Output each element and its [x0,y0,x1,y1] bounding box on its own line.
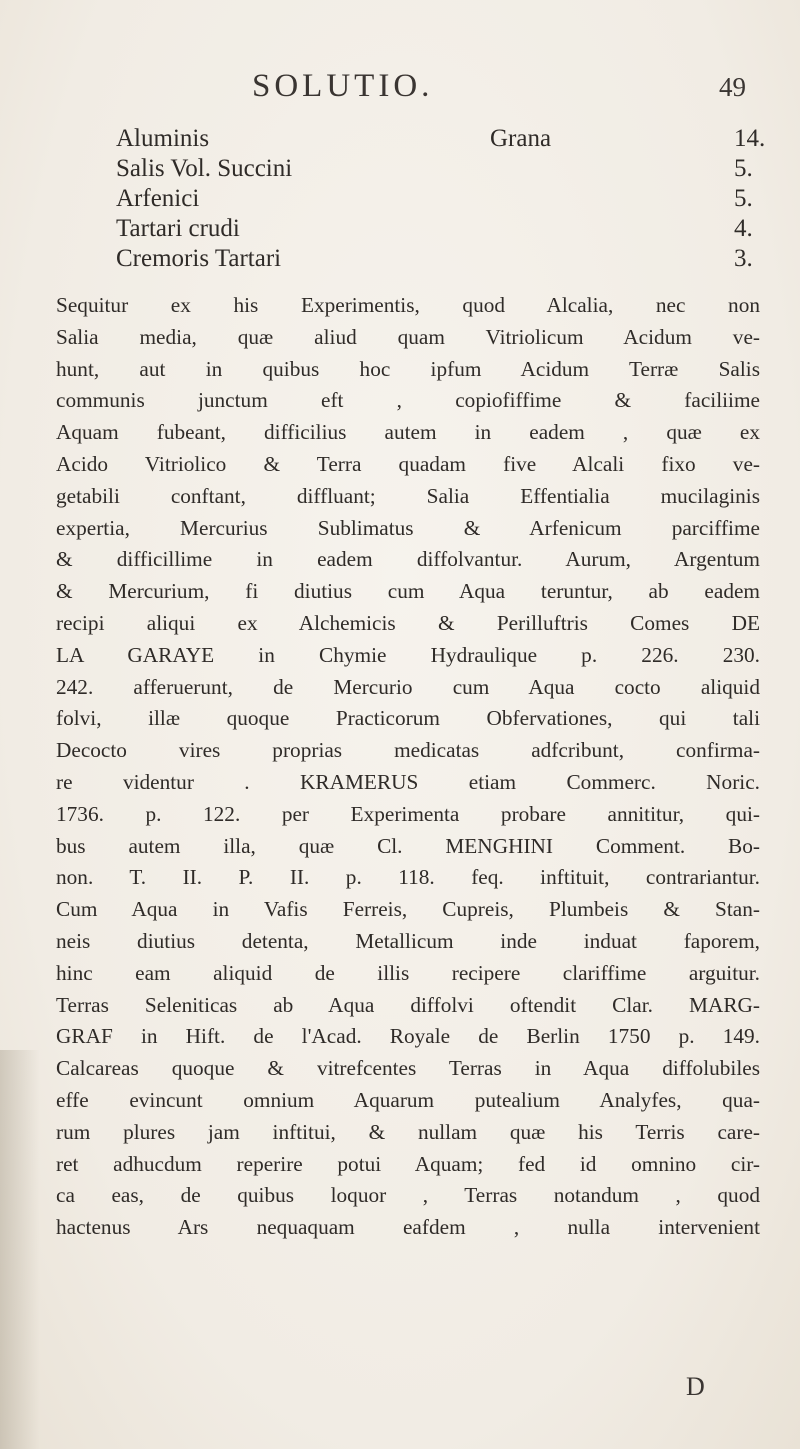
ingredient-name: Arfenici [116,185,200,212]
text-line: Aquam fubeant, difficilius autem in eadem , quæ ex [56,420,760,445]
text-line: Sequitur ex his Experimentis, quod Alcalia, nec non [56,293,760,317]
text-line: recipi aliqui ex Alchemicis & Perilluftris Comes DE [56,610,760,635]
text-line: 1736. p. 122. per Experimenta probare annititur, qui- [56,801,760,826]
text-line: hunt, aut in quibus hoc ipfum Acidum Terræ Salis [56,356,760,381]
running-head-title: SOLUTIO. [252,68,434,104]
text-line: Acido Vitriolico & Terra quadam five Alcali fixo ve- [56,451,760,476]
recipe-row [116,124,766,154]
text-line: Salia media, quæ aliud quam Vitriolicum Acidum ve- [56,324,760,349]
page-number: 49 [719,72,746,102]
quantity-unit: Grana [490,125,552,152]
page-edge-shadow [0,1050,40,1449]
text-line: neis diutius detenta, Metallicum inde induat faporem, [56,928,760,953]
text-line: rum plures jam inftitui, & nullam quæ his Terris care- [56,1119,760,1144]
quantity-value: 5. [734,185,753,212]
text-line: ret adhucdum reperire potui Aquam; fed id omnino cir- [56,1151,760,1176]
text-line: Calcareas quoque & vitrefcentes Terras in Aqua diffolubiles [56,1056,760,1081]
recipe-row [116,244,756,274]
text-line: & difficillime in eadem diffolvantur. Aurum, Argentum [56,547,760,572]
text-line: LA GARAYE in Chymie Hydraulique p. 226. 230. [56,642,760,667]
text-line: expertia, Mercurius Sublimatus & Arfenicum parciffime [56,515,760,540]
running-head [0,68,800,108]
text-line: hinc eam aliquid de illis recipere clariffime arguitur. [56,960,760,985]
text-line: ca eas, de quibus loquor , Terras notandum , quod [56,1183,760,1208]
text-line: Cum Aqua in Vafis Ferreis, Cupreis, Plumbeis & Stan- [56,897,760,922]
text-line: communis junctum eft , copiofiffime & faciliime [56,388,760,413]
text-line: Decocto vires proprias medicatas adfcribunt, confirma- [56,738,760,763]
text-line: hactenus Ars nequaquam eafdem , nulla intervenient [56,1215,760,1240]
text-line: bus autem illa, quæ Cl. MENGHINI Comment. Bo- [56,833,760,858]
ingredient-name: Tartari crudi [116,215,240,242]
text-line: folvi, illæ quoque Practicorum Obfervationes, qui tali [56,706,760,731]
recipe-row [116,184,756,214]
ingredient-name: Cremoris Tartari [116,245,282,272]
text-line: non. T. II. P. II. p. 118. feq. inftituit, contrariantur. [56,865,760,890]
quantity-value: 14. [734,125,766,152]
text-line: & Mercurium, fi diutius cum Aqua teruntur, ab eadem [56,579,760,604]
quantity-value: 5. [734,155,753,182]
recipe-row [116,154,756,184]
recipe-row [116,214,756,244]
catchword: D [686,1372,705,1401]
text-line: Terras Seleniticas ab Aqua diffolvi oftendit Clar. MARG- [56,992,760,1017]
text-line: 242. afferuerunt, de Mercurio cum Aqua cocto aliquid [56,674,760,699]
text-line: effe evincunt omnium Aquarum putealium Analyfes, qua- [56,1087,760,1112]
text-line: getabili conftant, diffluant; Salia Effentialia mucilaginis [56,483,760,508]
ingredient-name: Aluminis [116,125,210,152]
text-line: re videntur . KRAMERUS etiam Commerc. Noric. [56,769,760,794]
quantity-value: 3. [734,245,753,272]
body-paragraph [56,290,760,1244]
text-line: GRAF in Hift. de l'Acad. Royale de Berlin 1750 p. 149. [56,1024,760,1049]
quantity-value: 4. [734,215,753,242]
recipe-list [116,124,766,274]
ingredient-name: Salis Vol. Succini [116,155,293,182]
